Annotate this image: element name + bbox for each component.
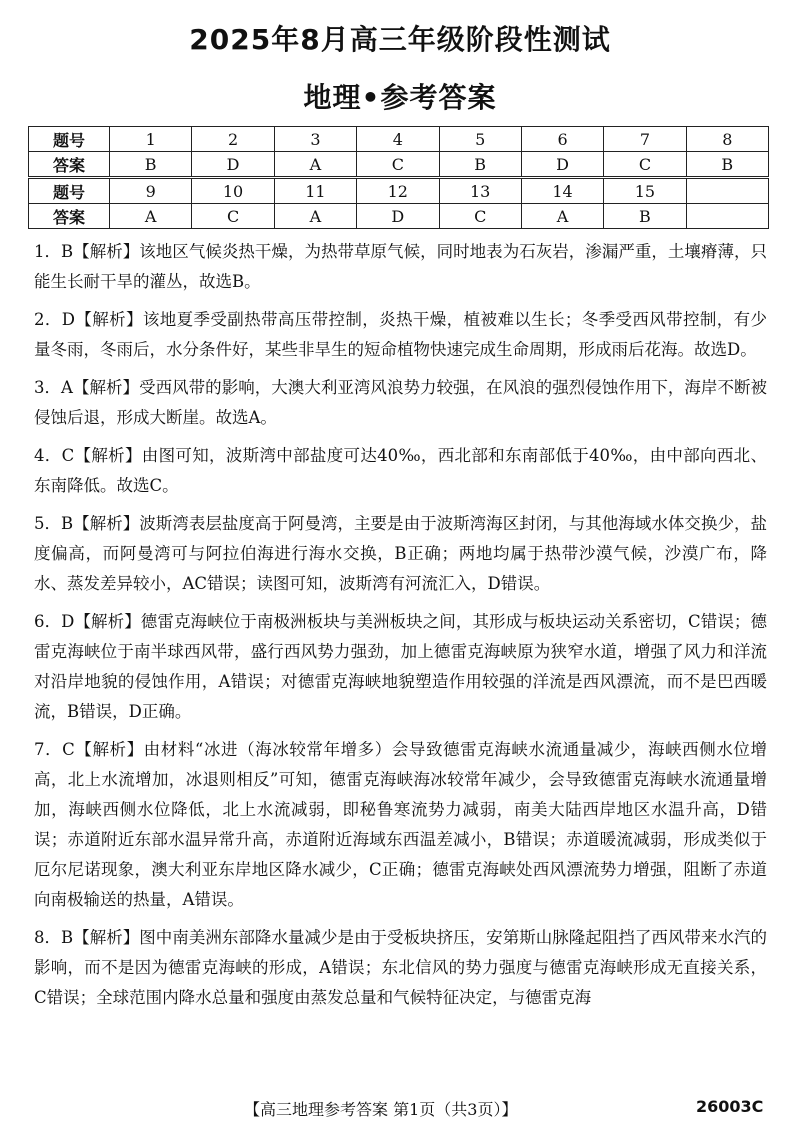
explanation-paragraph: 5．B【解析】波斯湾表层盐度高于阿曼湾，主要是由于波斯湾海区封闭，与其他海域水体交换少，盐度偏高，而阿曼湾可与阿拉伯海进行海水交换，B正确；两地均属于热带沙漠气候，沙漠广布，降水、蒸发差异较小，AC错误；读图可知，波斯湾有河流汇入，D错误。	[34, 514, 767, 593]
explanation-paragraph: 6．D【解析】德雷克海峡位于南极洲板块与美洲板块之间，其形成与板块运动关系密切，C错误；德雷克海峡位于南半球西风带，盛行西风势力强劲，加上德雷克海峡原为狭窄水道，增强了风力和洋流对沿岸地貌的侵蚀作用，A错误；对德雷克海峡地貌塑造作用较强的洋流是西风漂流，而不是巴西暖流，B错误，D正确。	[34, 612, 767, 721]
question-number-cell: 6	[521, 127, 603, 152]
question-number-row	[29, 178, 769, 204]
row-label-answer: 答案	[29, 204, 110, 229]
answer-cell: D	[192, 152, 274, 178]
question-number-cell: 11	[274, 178, 356, 204]
answer-cell: D	[357, 204, 439, 229]
question-number-cell: 15	[604, 178, 686, 204]
question-number-cell: 13	[439, 178, 521, 204]
answer-cell	[686, 204, 768, 229]
question-number-cell: 14	[521, 178, 603, 204]
answer-cell: B	[604, 204, 686, 229]
question-number-cell: 1	[110, 127, 192, 152]
answer-cell: A	[110, 204, 192, 229]
answer-cell: B	[439, 152, 521, 178]
question-number-cell: 3	[274, 127, 356, 152]
answer-cell: C	[192, 204, 274, 229]
question-number-row	[29, 127, 769, 152]
explanation-paragraph: 2．D【解析】该地夏季受副热带高压带控制，炎热干燥，植被难以生长；冬季受西风带控制，有少量冬雨，冬雨后，水分条件好，某些非旱生的短命植物快速完成生命周期，形成雨后花海。故选D。	[34, 310, 767, 359]
footer-page-info: 【高三地理参考答案 第1页（共3页）】	[244, 1100, 518, 1119]
explanation-paragraph: 4．C【解析】由图可知，波斯湾中部盐度可达40‰，西北部和东南部低于40‰，由中部向西北、东南降低。故选C。	[34, 446, 767, 495]
page-subtitle: 地理•参考答案	[303, 81, 497, 114]
question-number-cell: 8	[686, 127, 768, 152]
answer-cell: C	[439, 204, 521, 229]
explanation-paragraph: 8．B【解析】图中南美洲东部降水量减少是由于受板块挤压，安第斯山脉隆起阻挡了西风带来水汽的影响，而不是因为德雷克海峡的形成，A错误；东北信风的势力强度与德雷克海峡形成无直接关系，C错误；全球范围内降水总量和强度由蒸发总量和气候特征决定，与德雷克海	[34, 928, 767, 1007]
footer-code: 26003C	[696, 1097, 764, 1116]
explanation-paragraph: 7．C【解析】由材料“冰进（海冰较常年增多）会导致德雷克海峡水流通量减少，海峡西侧水位增高，北上水流增加，冰退则相反”可知，德雷克海峡海冰较常年减少，会导致德雷克海峡水流通量增加，海峡西侧水位降低，北上水流减弱，即秘鲁寒流势力减弱，南美大陆西岸地区水温升高，D错误；赤道附近东部水温异常升高，赤道附近海域东西温差减小，B错误；赤道暖流减弱，形成类似于厄尔尼诺现象，澳大利亚东岸地区降水减少，C正确；德雷克海峡处西风漂流势力增强，阻断了赤道向南极输送的热量，A错误。	[34, 740, 767, 909]
row-label-question: 题号	[29, 127, 110, 152]
answer-cell: C	[604, 152, 686, 178]
row-label-answer: 答案	[29, 152, 110, 178]
answer-cell: D	[521, 152, 603, 178]
explanation-paragraph: 1．B【解析】该地区气候炎热干燥，为热带草原气候，同时地表为石灰岩，渗漏严重，土壤瘠薄，只能生长耐干旱的灌丛，故选B。	[34, 242, 767, 291]
explanation-paragraph: 3．A【解析】受西风带的影响，大澳大利亚湾风浪势力较强，在风浪的强烈侵蚀作用下，海岸不断被侵蚀后退，形成大断崖。故选A。	[34, 378, 767, 427]
question-number-cell: 5	[439, 127, 521, 152]
answer-cell: C	[357, 152, 439, 178]
question-number-cell: 10	[192, 178, 274, 204]
answer-cell: A	[274, 204, 356, 229]
answer-table	[28, 126, 769, 229]
answer-cell: A	[274, 152, 356, 178]
question-number-cell: 9	[110, 178, 192, 204]
page-title: 2025年8月高三年级阶段性测试	[189, 23, 611, 56]
row-label-question: 题号	[29, 178, 110, 204]
question-number-cell: 4	[357, 127, 439, 152]
answer-cell: B	[110, 152, 192, 178]
explanations	[34, 237, 767, 1021]
question-number-cell: 2	[192, 127, 274, 152]
answer-cell: B	[686, 152, 768, 178]
answer-cell: A	[521, 204, 603, 229]
answer-row	[29, 152, 769, 178]
question-number-cell	[686, 178, 768, 204]
answer-row	[29, 204, 769, 229]
question-number-cell: 12	[357, 178, 439, 204]
question-number-cell: 7	[604, 127, 686, 152]
